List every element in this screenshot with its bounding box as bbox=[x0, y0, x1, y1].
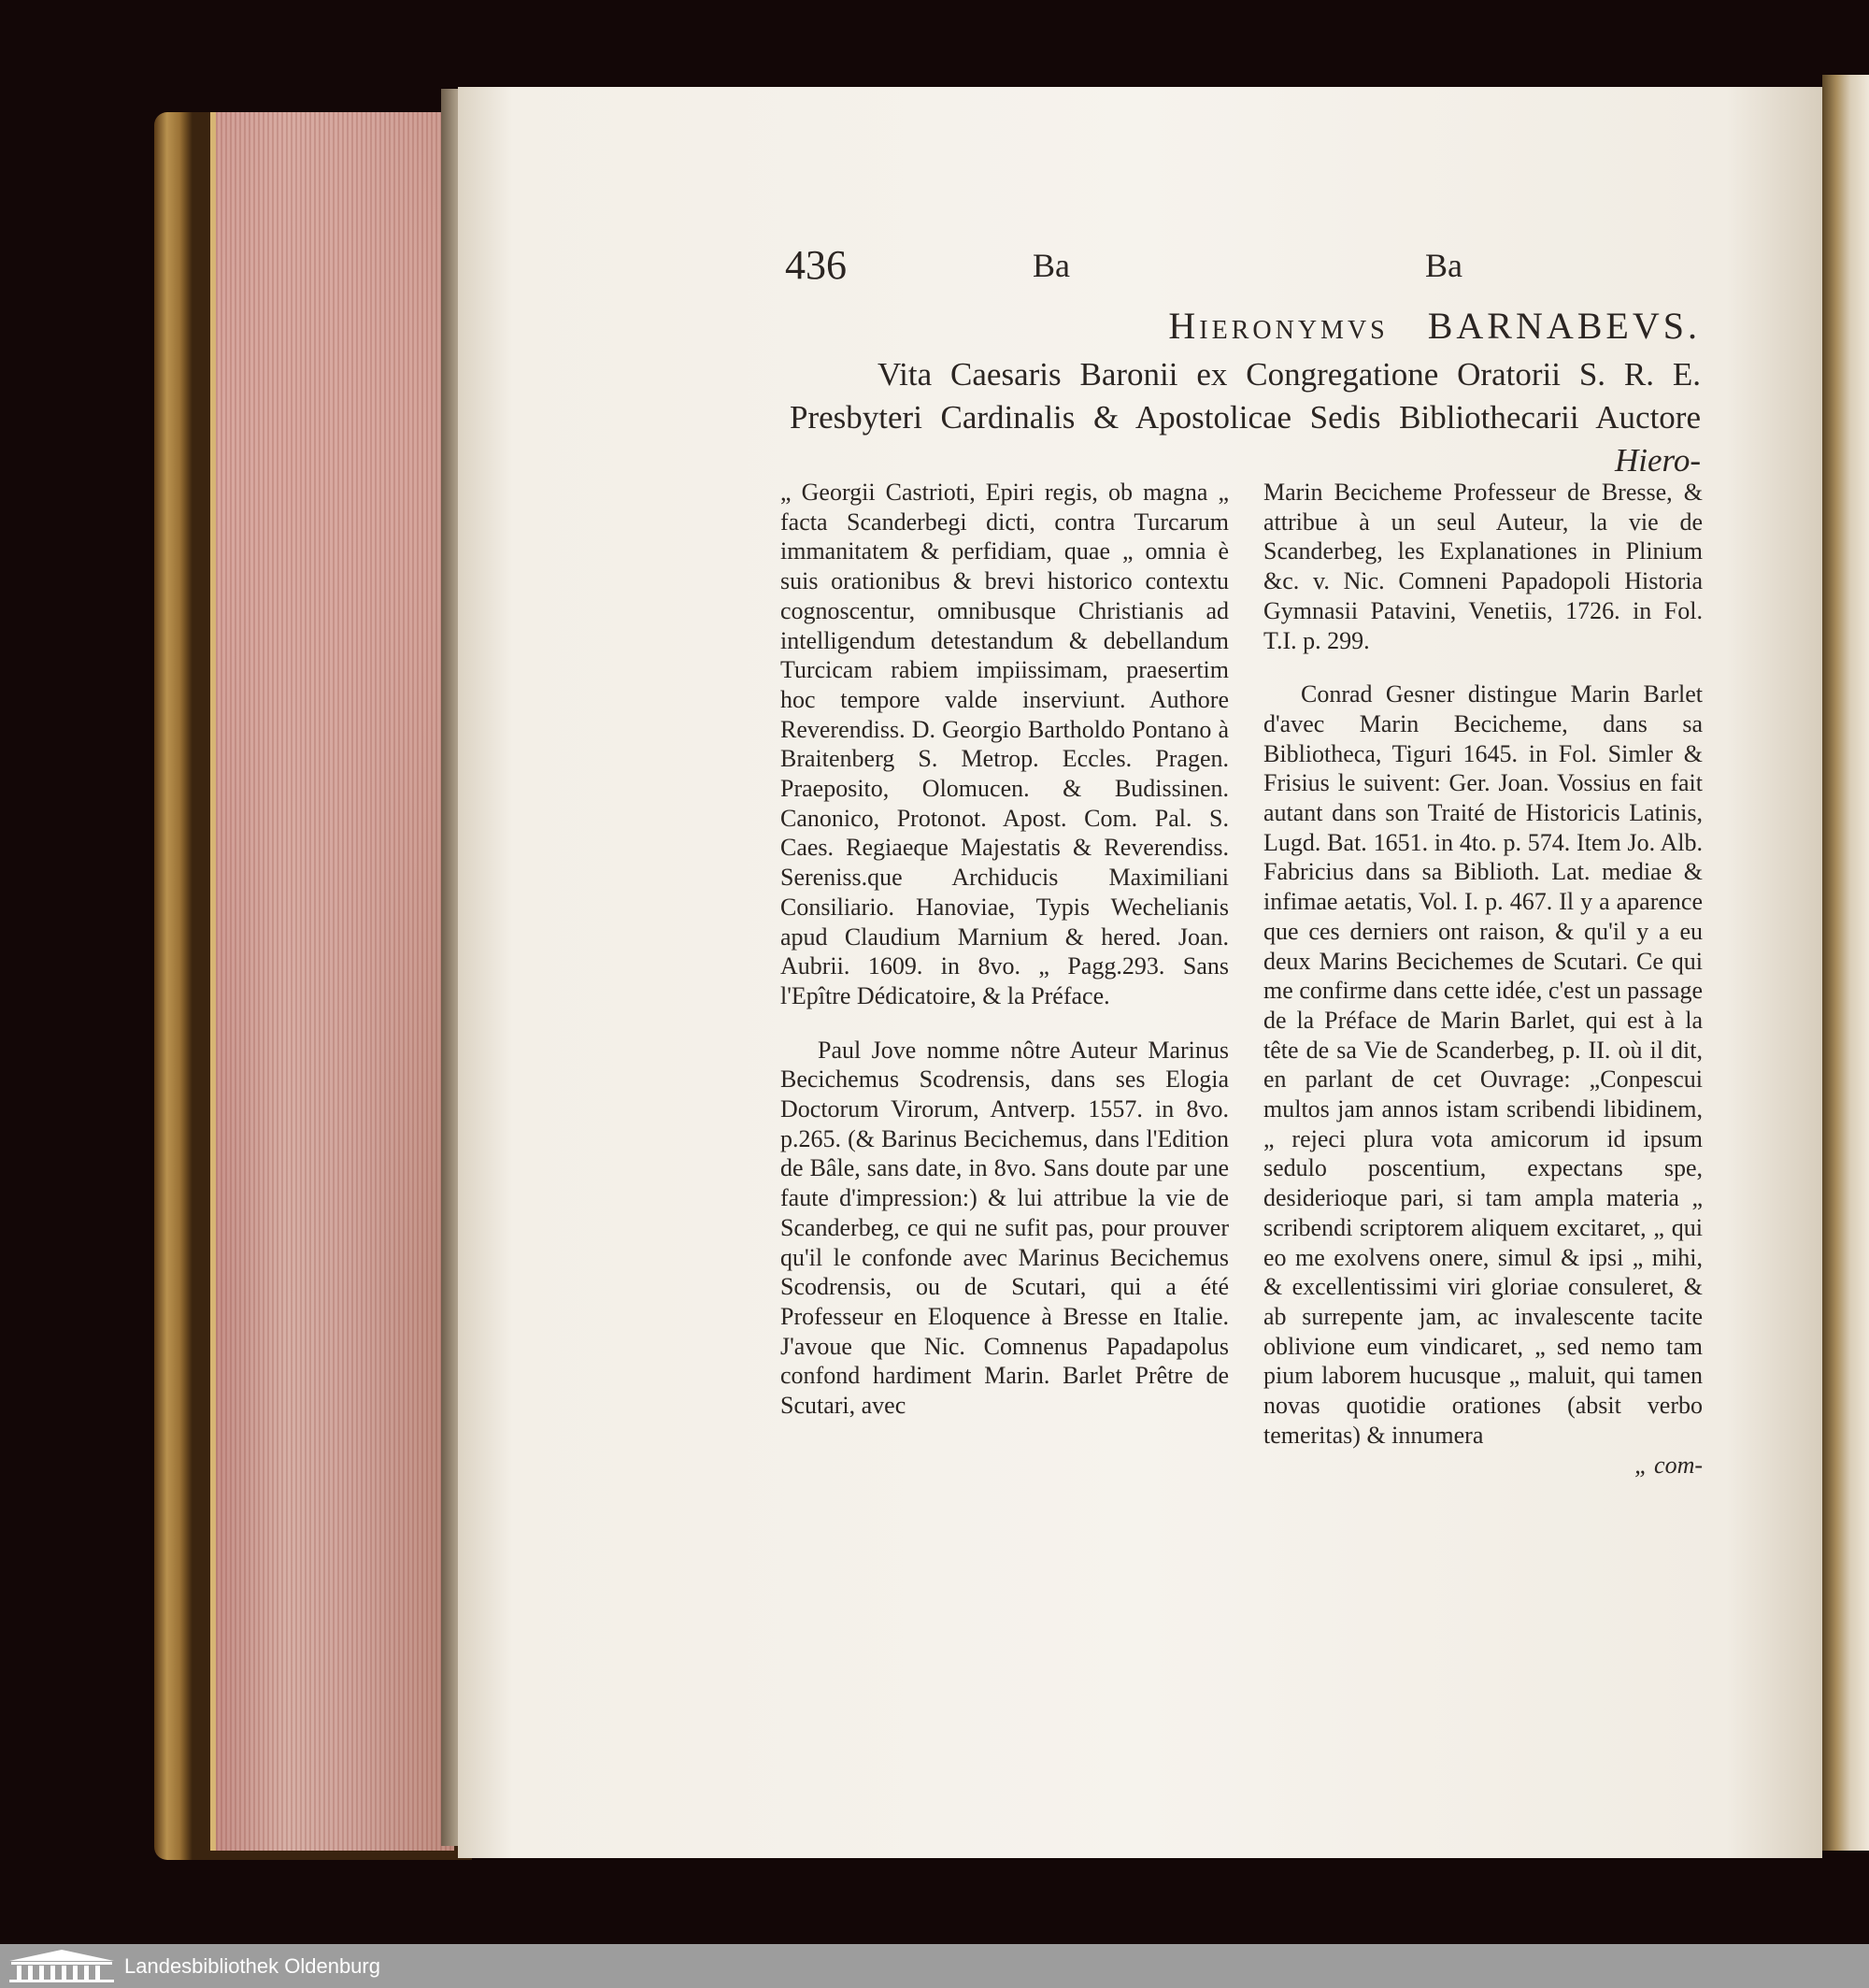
paragraph-quoted-title: „ Georgii Castrioti, Epiri regis, ob magna „ facta Scanderbegi dicti, contra Turcarum immanitatem & perfidiam, quae „ omnia è suis orationibus & brevi historico contextu cognoscentur, omnibusque Christianis ad intelligendum detestandum & debellandum Turcicam rabiem impiissimam, praesertim hoc tempore valde inserviunt. Authore Reverendiss. D. Georgio Bartholdo Pontano à Braitenberg S. Metrop. Eccles. Pragen. Praeposito, Olomucen. & Budissinen. Canonico, Protonot. Apost. Com. Pal. S. Caes. Regiaeque Majestatis & Reverendiss. Sereniss.que Archiducis Maximiliani Consiliario. Hanoviae, Typis Wechelianis apud Claudium Marnium & hered. Joan. Aubrii. 1609. in 8vo. „ Pagg.293. Sans l'Epître Dédicatoire, & la Préface. bbox=[780, 479, 1229, 1009]
title-line-2: Presbyteri Cardinalis & Apostolicae Sedis Bibliothecarii Auctore bbox=[790, 399, 1701, 436]
author-first-name: Hieronymvs bbox=[1168, 305, 1389, 347]
entry-heading bbox=[458, 304, 1701, 348]
footer-bar bbox=[0, 1944, 1869, 1988]
page-number: 436 bbox=[785, 242, 847, 288]
catchword: „ com- bbox=[1634, 1451, 1703, 1479]
author-surname: BARNABEVS. bbox=[1427, 305, 1701, 347]
book-title-block bbox=[790, 353, 1701, 482]
paragraph-conrad-gesner: Conrad Gesner distingue Marin Barlet d'avec Marin Becicheme, dans sa Bibliotheca, Tiguri 1645. in Fol. Simler & Frisius le suivent: Ger. Joan. Vossius en fait autant dans son Traité de Historicis Latinis, Lugd. Bat. 1651. in 4to. p. 574. Item Jo. Alb. Fabricius dans sa Biblioth. Lat. mediae & infimae aetatis, Vol. I. p. 467. Il y a aparence que ces derniers ont raison, & qu'il y a eu deux Marins Becichemes de Scutari. Ce qui me confirme dans cette idée, c'est un passage de la Préface de Marin Barlet, qui est à la tête de sa Vie de Scanderbeg, p. II. où il dit, en parlant de cet Ouvrage: „Conpescui multos jam annos istam scribendi libidinem, „ rejeci plura vota amicorum id ipsum sedulo poscentium, expectans spe, desiderioque pari, si tam ampla materia „ scribendi scriptorem aliquem excitaret, „ qui eo me exolvens onere, simul & ipsi „ mihi, & excellentissimi viri gloriae consuleret, & ab surrepente jam, ac invalescente tacite oblivione eum vindicaret, „ sed nemo tam pium laborem hucusque „ maluit, qui tamen novas quotidie orationes (absit verbo temeritas) & innumera bbox=[1263, 680, 1703, 1449]
title-line-3: Hiero- bbox=[1614, 442, 1701, 479]
paragraph-paul-jove: Paul Jove nomme nôtre Auteur Marinus Becichemus Scodrensis, dans ses Elogia Doctorum Virorum, Antverp. 1557. in 8vo. p.265. (& Barinus Becichemus, dans l'Edition de Bâle, sans date, in 8vo. Sans doute par une faute d'impression:) & lui attribue la vie de Scanderbeg, ce qui ne sufit pas, pour prouver qu'il le confonde avec Marinus Becichemus Scodrensis, ou de Scutari, qui a été Professeur en Eloquence à Bresse en Italie. J'avoue que Nic. Comnenus Papadapolus confond hardiment Marin. Barlet Prêtre de Scutari, avec bbox=[780, 1036, 1229, 1420]
left-text-column bbox=[780, 478, 1229, 1421]
library-name: Landesbibliothek Oldenburg bbox=[124, 1954, 380, 1978]
page-block-edges bbox=[210, 112, 454, 1851]
title-line-1: Vita Caesaris Baronii ex Congregatione Oratorii S. R. E. bbox=[877, 356, 1701, 393]
library-building-logo-icon bbox=[6, 1948, 118, 1983]
next-page-edge bbox=[1822, 75, 1869, 1851]
book-page bbox=[458, 87, 1822, 1858]
paragraph-marin-becicheme: Marin Becicheme Professeur de Bresse, & attribue à un seul Auteur, la vie de Scanderbeg, les Explanationes in Plinium &c. v. Nic. Comneni Papadopoli Historia Gymnasii Patavini, Venetiis, 1726. in Fol. T.I. p. 299. bbox=[1263, 479, 1703, 654]
right-text-column bbox=[1263, 478, 1703, 1480]
running-head-right: Ba bbox=[1425, 247, 1462, 284]
running-head-left: Ba bbox=[1033, 247, 1070, 284]
